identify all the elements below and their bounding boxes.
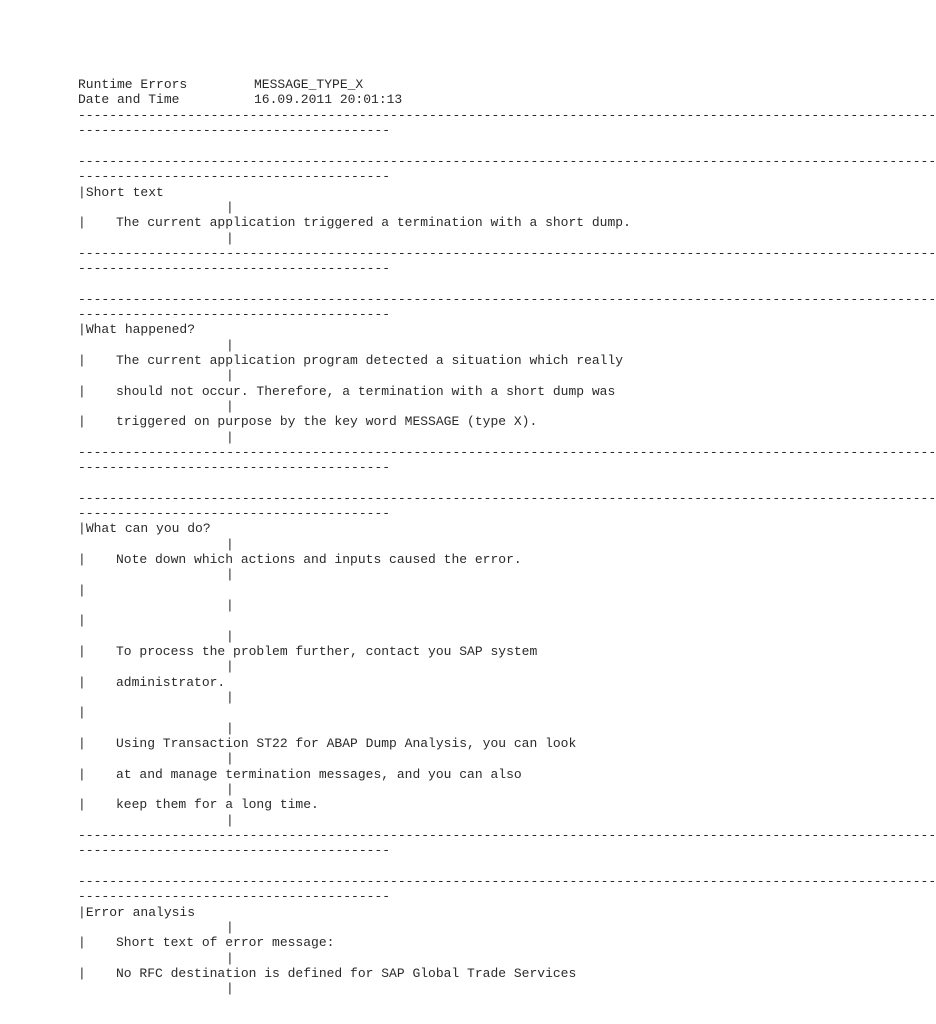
divider [0,843,768,858]
pipe-mark: | [78,552,86,567]
divider-line: ---------------------------------------- [78,307,391,322]
pipe-row [0,981,768,996]
divider [0,169,768,184]
date-time-label: Date and Time [78,92,180,107]
pipe-mark: | [78,767,86,782]
pipe-row [0,659,768,674]
divider [0,261,768,276]
runtime-errors-label: Runtime Errors [78,77,188,92]
body-line-text: No RFC destination is defined for SAP Global Trade Services [116,966,577,981]
body-line [0,583,768,598]
pipe-mark: | [226,399,234,414]
body-line [0,797,768,812]
body-line [0,414,768,429]
divider-line: -------------------------------------------------------------------------------------------------------------- [78,108,936,123]
divider-line: -------------------------------------------------------------------------------------------------------------- [78,445,936,460]
divider [0,292,936,307]
body-line [0,552,768,567]
divider-line: -------------------------------------------------------------------------------------------------------------- [78,491,936,506]
pipe-mark: | [78,644,86,659]
body-line [0,736,768,751]
pipe-mark: | [226,231,234,246]
header-row-date-time [0,92,768,107]
pipe-row [0,231,768,246]
header-row-runtime-errors [0,77,768,92]
divider-line: -------------------------------------------------------------------------------------------------------------- [78,246,936,261]
pipe-row [0,598,768,613]
pipe-mark: | [226,721,234,736]
pipe-mark: | [78,583,86,598]
pipe-row [0,200,768,215]
pipe-mark: | [226,690,234,705]
section-title-row [0,521,768,536]
divider [0,445,936,460]
body-line-text: The current application triggered a termination with a short dump. [116,215,631,230]
body-line [0,767,768,782]
pipe-row [0,399,768,414]
divider [0,307,768,322]
section-title: |What can you do? [78,521,211,536]
pipe-row [0,567,768,582]
pipe-mark: | [226,981,234,996]
pipe-mark: | [226,338,234,353]
pipe-row [0,368,768,383]
pipe-mark: | [226,368,234,383]
body-line-text: Note down which actions and inputs caused the error. [116,552,522,567]
divider-line: ---------------------------------------- [78,843,391,858]
divider [0,874,936,889]
section-title-row [0,185,768,200]
pipe-row [0,537,768,552]
pipe-mark: | [78,736,86,751]
divider [0,246,936,261]
pipe-mark: | [78,935,86,950]
pipe-row [0,721,768,736]
pipe-mark: | [78,797,86,812]
runtime-errors-value: MESSAGE_TYPE_X [254,77,364,92]
body-line [0,215,768,230]
pipe-row [0,338,768,353]
body-line-text: Using Transaction ST22 for ABAP Dump Analysis, you can look [116,736,577,751]
pipe-row [0,813,768,828]
body-line-text: should not occur. Therefore, a termination with a short dump was [116,384,616,399]
pipe-mark: | [226,629,234,644]
section-title-text: What can you do? [85,521,211,536]
body-line [0,966,768,981]
pipe-row [0,629,768,644]
pipe-mark: | [78,675,86,690]
body-line [0,613,768,628]
section-title: |What happened? [78,322,196,337]
pipe-mark: | [226,813,234,828]
divider-line: -------------------------------------------------------------------------------------------------------------- [78,154,936,169]
body-line [0,675,768,690]
body-line-text: The current application program detected a situation which really [116,353,624,368]
divider [0,123,768,138]
body-line [0,644,768,659]
pipe-mark: | [226,920,234,935]
body-line [0,384,768,399]
body-line [0,935,768,950]
section-title-text: Short text [85,185,164,200]
pipe-row [0,782,768,797]
pipe-row [0,690,768,705]
divider-line: -------------------------------------------------------------------------------------------------------------- [78,828,936,843]
divider [0,108,936,123]
body-line-text: Short text of error message: [116,935,335,950]
section-title-row [0,905,768,920]
pipe-mark: | [226,598,234,613]
section-title: |Short text [78,185,164,200]
divider [0,828,936,843]
divider-line: -------------------------------------------------------------------------------------------------------------- [78,292,936,307]
divider [0,491,936,506]
divider [0,506,768,521]
section-title-text: Error analysis [85,905,196,920]
pipe-row [0,430,768,445]
pipe-mark: | [226,951,234,966]
pipe-mark: | [226,567,234,582]
body-line [0,705,768,720]
body-line [0,353,768,368]
pipe-mark: | [226,537,234,552]
divider-line: ---------------------------------------- [78,169,391,184]
body-line-text: keep them for a long time. [116,797,319,812]
date-time-value: 16.09.2011 20:01:13 [254,92,403,107]
pipe-row [0,751,768,766]
body-line-text: administrator. [116,675,226,690]
pipe-row [0,920,768,935]
pipe-mark: | [78,705,86,720]
divider [0,460,768,475]
pipe-mark: | [78,215,86,230]
divider [0,154,936,169]
pipe-mark: | [78,384,86,399]
divider-line: ---------------------------------------- [78,889,391,904]
pipe-mark: | [226,782,234,797]
pipe-mark: | [226,659,234,674]
pipe-mark: | [78,613,86,628]
divider [0,889,768,904]
body-line-text: To process the problem further, contact you SAP system [116,644,538,659]
pipe-mark: | [78,353,86,368]
divider-line: -------------------------------------------------------------------------------------------------------------- [78,874,936,889]
body-line-text: at and manage termination messages, and you can also [116,767,522,782]
divider-line: ---------------------------------------- [78,506,391,521]
body-line-text: triggered on purpose by the key word MESSAGE (type X). [116,414,538,429]
pipe-mark: | [226,430,234,445]
pipe-mark: | [78,414,86,429]
pipe-mark: | [226,751,234,766]
section-title: |Error analysis [78,905,196,920]
section-title-text: What happened? [85,322,196,337]
divider-line: ---------------------------------------- [78,261,391,276]
section-title-row [0,322,768,337]
divider-line: ---------------------------------------- [78,460,391,475]
pipe-mark: | [78,966,86,981]
divider-line: ---------------------------------------- [78,123,391,138]
pipe-mark: | [226,200,234,215]
pipe-row [0,951,768,966]
